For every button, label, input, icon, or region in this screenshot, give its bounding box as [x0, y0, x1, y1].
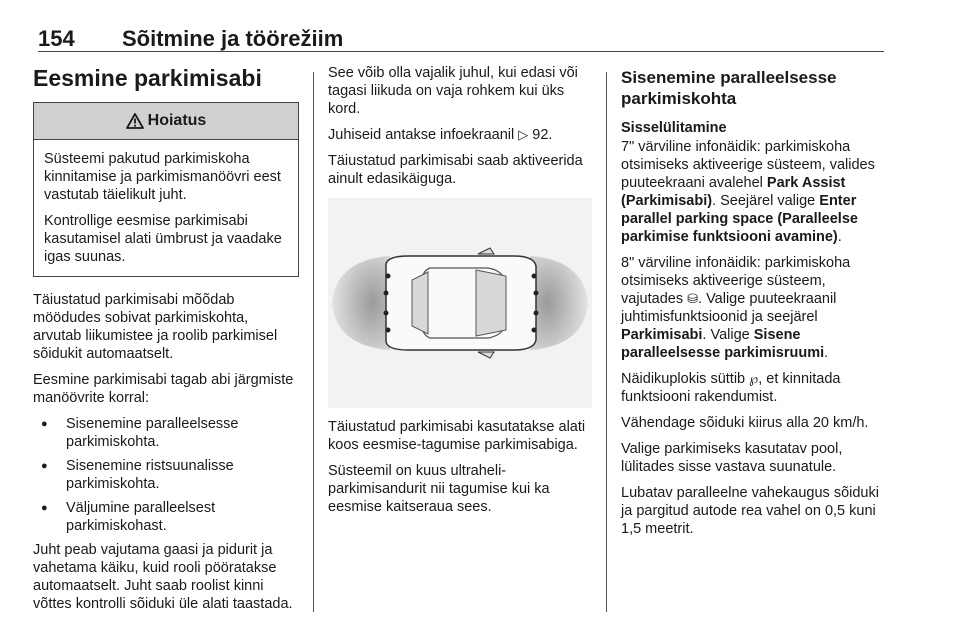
car-sensor-diagram — [328, 198, 592, 408]
paragraph: 8" värviline infonäidik: parkimiskoha otsimiseks aktiveerige süsteem, vajutades ⛁. Valige puuteekraanil juhtimisfunktsioonid ja seejärel Parkimisabi. Valige Sisene paralleelsesse parkimisruumi. — [621, 255, 851, 361]
column-1 — [33, 64, 299, 621]
warning-text: Süsteemi pakutud parkimiskoha kinnitamise ja parkimismanöövri eest vastutab täielikult juht. — [44, 151, 281, 203]
paragraph: Täiustatud parkimisabi saab aktiveerida ainult edasikäiguga. — [328, 153, 583, 187]
chapter-title: Sõitmine ja töörežiim — [122, 26, 344, 51]
column-divider — [606, 72, 607, 612]
park-assist-indicator-icon: ℘ — [749, 371, 759, 386]
paragraph: Näidikuplokis süttib ℘, et kinnitada funktsiooni rakendumist. — [621, 371, 841, 405]
paragraph: 7" värviline infonäidik: parkimiskoha otsimiseks aktiveerige süsteem, valides puuteekraani avalehel Park Assist (Parkimisabi). Seejärel valige Enter parallel parking space (Paralleelse parkimise funktsiooni avamine). — [621, 139, 875, 245]
warning-triangle-icon — [126, 113, 144, 129]
paragraph: Vähendage sõiduki kiirus alla 20 km/h. — [621, 415, 869, 431]
paragraph: Juhiseid antakse infoekraanil ▷ 92. — [328, 127, 553, 143]
paragraph: See võib olla vajalik juhul, kui edasi või tagasi liikuda on vaja rohkem kui üks kord. — [328, 65, 578, 117]
column-3 — [621, 64, 889, 546]
warning-title: Hoiatus — [147, 112, 207, 129]
warning-box — [33, 102, 299, 277]
warning-body — [34, 140, 298, 276]
list-item: ● Sisenemine ristsuunalisse parkimiskohta. — [33, 457, 299, 493]
list-item: ● Sisenemine paralleelsesse parkimiskohta. — [33, 415, 299, 451]
paragraph: Valige parkimiseks kasutatav pool, lülitades sisse vastava suunatule. — [621, 441, 843, 475]
paragraph: Täiustatud parkimisabi mõõdab möödudes sobivat parkimiskohta, arvutab liikumistee ja roolib parkimisel sõidukit automaatselt. — [33, 292, 278, 362]
column-2 — [328, 64, 592, 524]
maneuver-list — [33, 415, 299, 535]
subsection-title: Sisenemine paralleelsesse parkimiskohta — [621, 68, 837, 108]
list-item: ● Väljumine paralleelsest parkimiskohast. — [33, 499, 299, 535]
column-divider — [313, 72, 314, 612]
header-rule — [38, 51, 884, 52]
paragraph: Juht peab vajutama gaasi ja pidurit ja vahetama käiku, kuid rooli pööratakse automaatselt. Juht saab roolist kinni võttes kontrolli sõiduki üle alati taastada. — [33, 542, 293, 612]
warning-header — [34, 103, 298, 140]
page-number: 154 — [38, 26, 75, 51]
page-ref[interactable]: 92. — [532, 127, 553, 143]
subheading: Sisselülitamine — [621, 120, 727, 136]
page-ref-arrow-icon: ▷ — [518, 127, 529, 142]
section-title: Eesmine parkimisabi — [33, 65, 262, 91]
parking-sensor-illustration — [328, 198, 592, 408]
warning-text: Kontrollige eesmise parkimisabi kasutamisel alati ümbrust ja vaadake igas suunas. — [44, 213, 282, 265]
paragraph: Süsteemil on kuus ultraheli-parkimisandurit nii tagumise kui ka eesmise kaitseraua sees. — [328, 463, 550, 515]
park-assist-button-icon: ⛁ — [687, 291, 699, 306]
paragraph: Lubatav paralleelne vahekaugus sõiduki ja pargitud autode rea vahel on 0,5 kuni 1,5 meetrit. — [621, 485, 879, 537]
paragraph: Eesmine parkimisabi tagab abi järgmiste manöövrite korral: — [33, 372, 294, 406]
paragraph: Täiustatud parkimisabi kasutatakse alati koos eesmise-tagumise parkimisabiga. — [328, 419, 586, 453]
page-header — [38, 22, 884, 54]
